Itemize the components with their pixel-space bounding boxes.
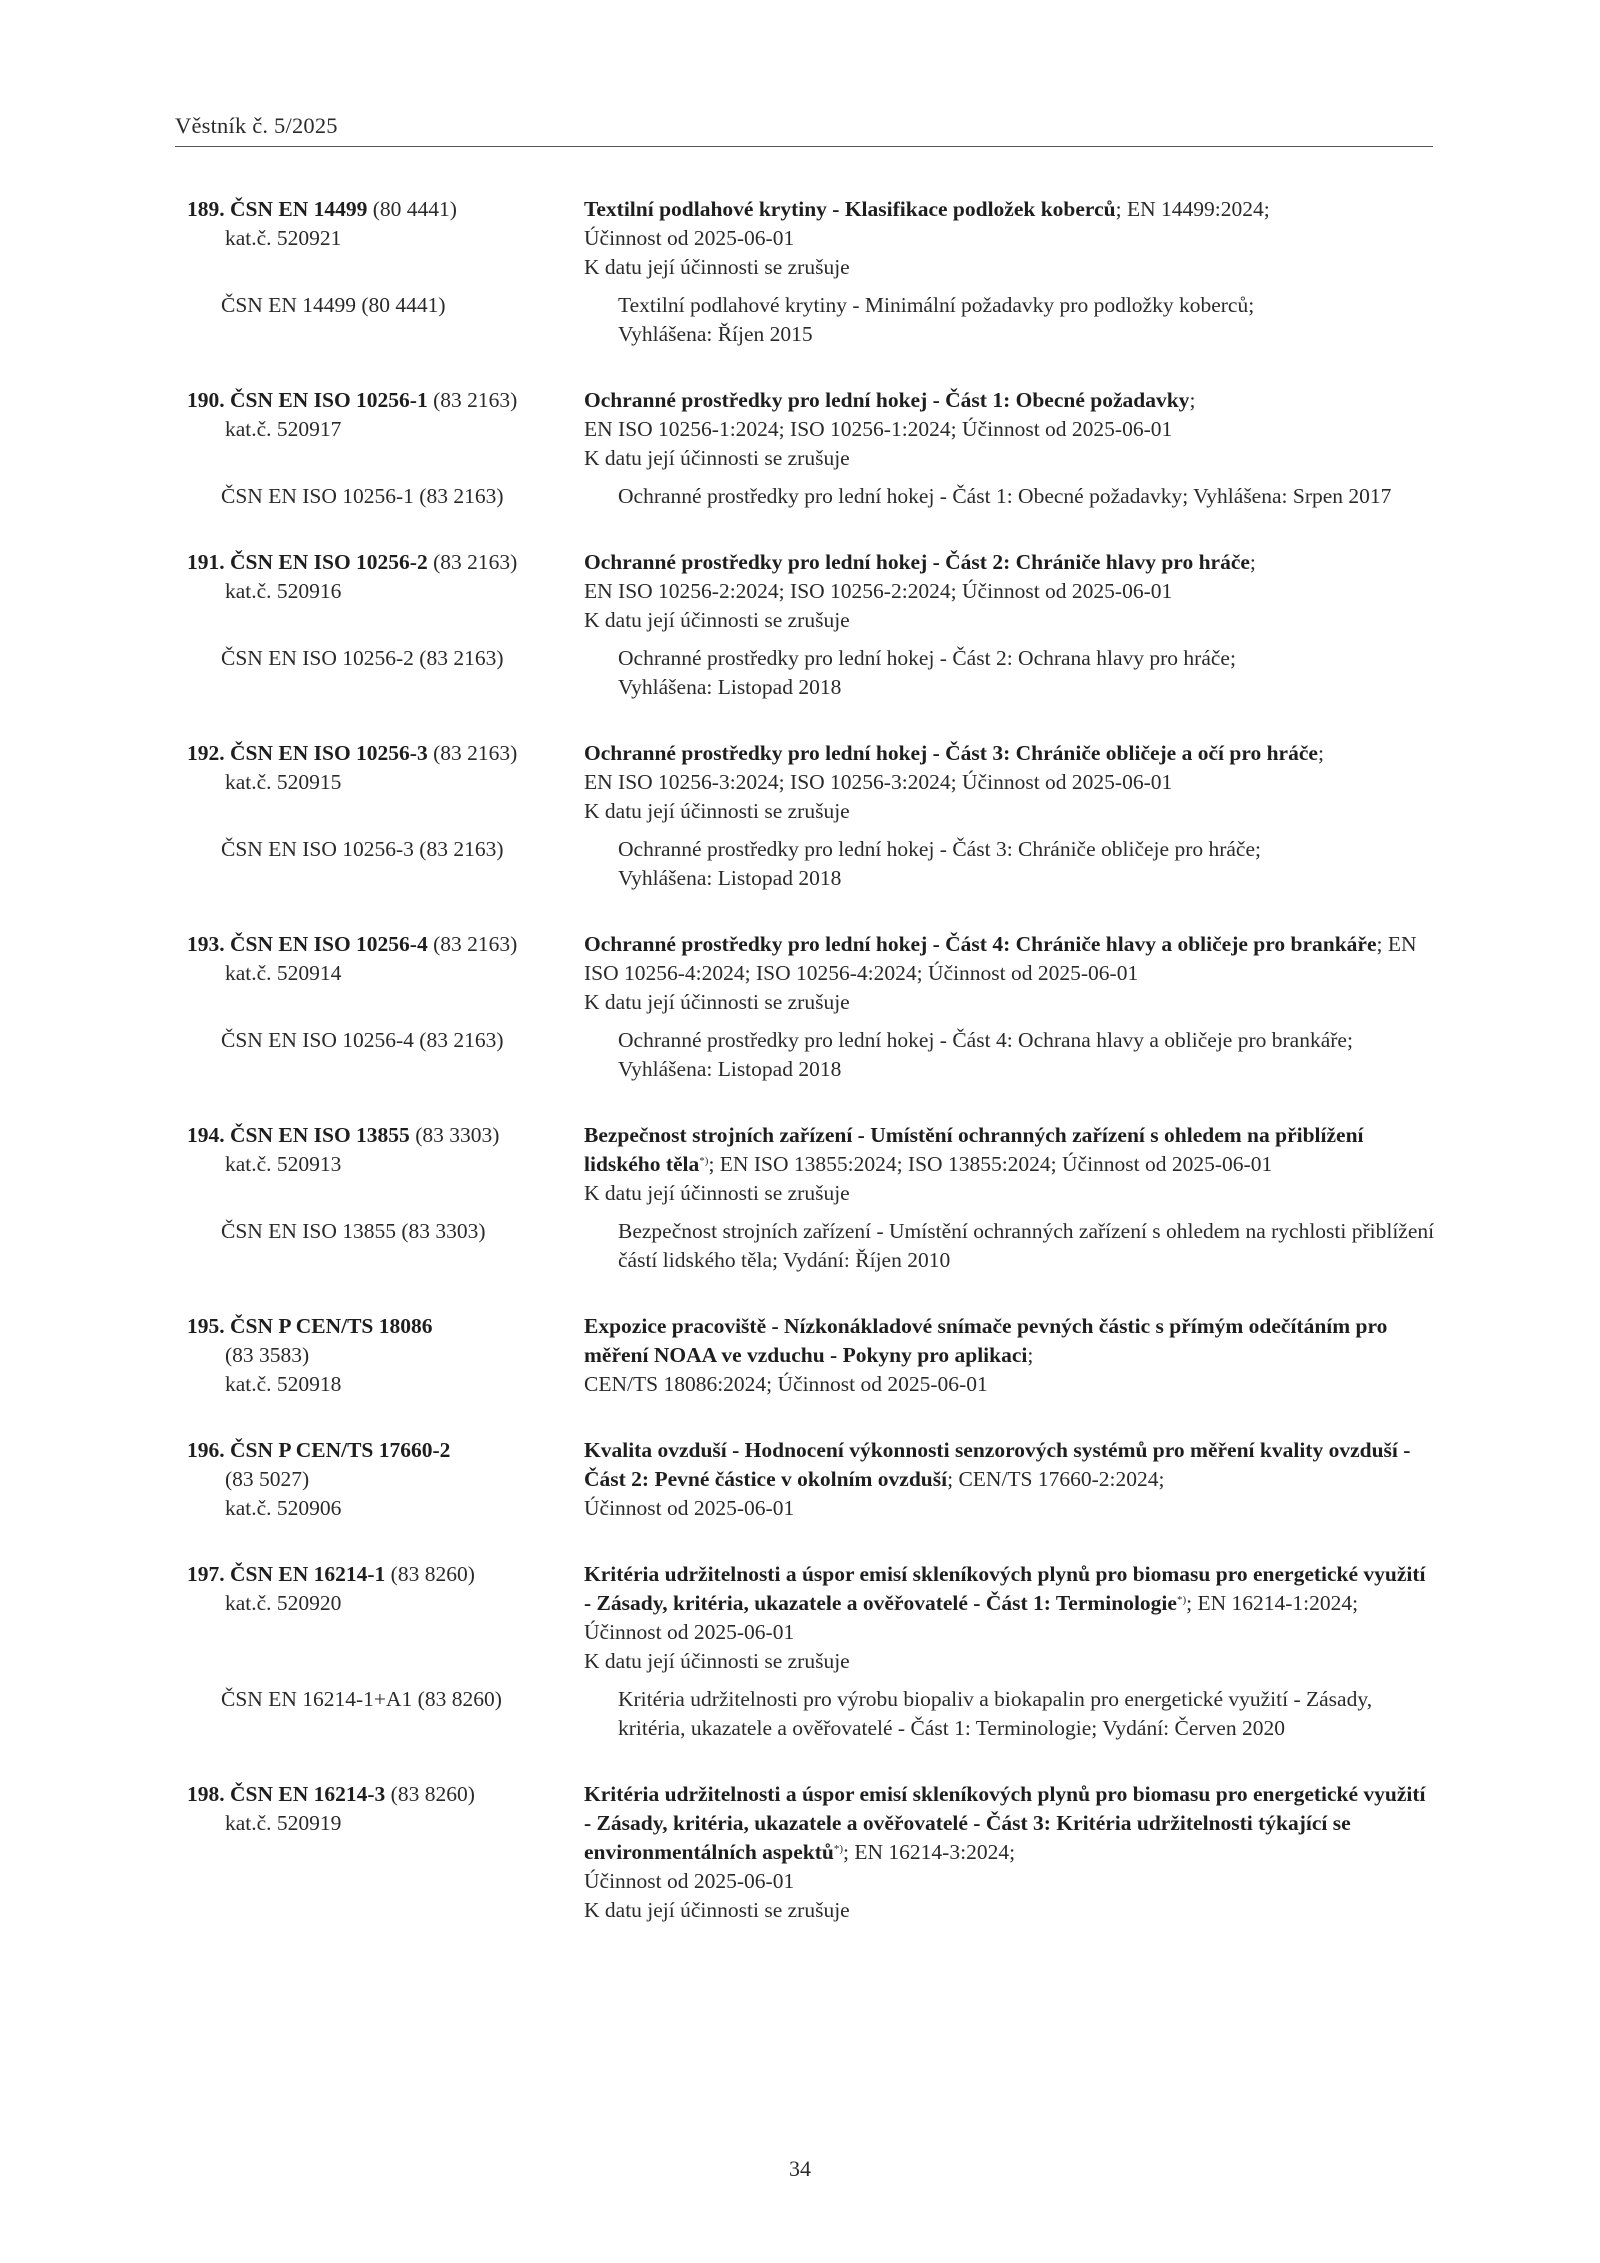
standard-title: Kritéria udržitelnosti a úspor emisí skleníkových plynů pro biomasu pro energetické využití - Zásady, kritéria, ukazatele a ověřovatelé - Část 1: Terminologie: [584, 1562, 1426, 1615]
standard-entry-195: [187, 1312, 1437, 1399]
replaced-standard-code: ČSN EN 16214-1+A1 (83 8260): [221, 1687, 502, 1711]
classification-code: (83 2163): [433, 932, 518, 956]
entry-number: 196.: [187, 1438, 225, 1462]
replaced-standard-code: ČSN EN 14499 (80 4441): [221, 293, 446, 317]
standard-entry-198: [187, 1780, 1437, 1925]
catalog-number: kat.č. 520920: [225, 1591, 342, 1615]
classification-code: (83 3303): [415, 1123, 500, 1147]
standard-detail: ; EN 14499:2024;: [1115, 197, 1270, 221]
catalog-number: kat.č. 520919: [225, 1811, 342, 1835]
replaced-standard-title: Textilní podlahové krytiny - Minimální požadavky pro podložky koberců;: [618, 293, 1255, 317]
replaced-standard-code: ČSN EN ISO 10256-3 (83 2163): [221, 837, 504, 861]
catalog-number: kat.č. 520917: [225, 417, 342, 441]
standard-detail: ;: [1317, 741, 1324, 765]
standard-entry-197: [187, 1560, 1437, 1743]
replaced-standard-code: ČSN EN ISO 13855 (83 3303): [221, 1219, 486, 1243]
standard-title: Ochranné prostředky pro lední hokej - Část 4: Chrániče hlavy a obličeje pro brankáře: [584, 932, 1377, 956]
replaced-standard-code: ČSN EN ISO 10256-2 (83 2163): [221, 646, 504, 670]
standard-code: ČSN EN ISO 10256-4: [230, 932, 428, 956]
cancels-note: K datu její účinnosti se zrušuje: [584, 1898, 850, 1922]
page-header: Věstník č. 5/2025: [175, 113, 338, 138]
standard-detail: ; EN ISO 10256-4:2024; ISO 10256-4:2024; Účinnost od 2025-06-01: [584, 932, 1417, 985]
replaced-standard-code: ČSN EN ISO 10256-4 (83 2163): [221, 1028, 504, 1052]
classification-code: (83 2163): [433, 741, 518, 765]
classification-code: (83 8260): [390, 1562, 475, 1586]
entry-number: 198.: [187, 1782, 225, 1806]
entry-number: 190.: [187, 388, 225, 412]
entry-number: 191.: [187, 550, 225, 574]
effective-date: CEN/TS 18086:2024; Účinnost od 2025-06-01: [584, 1372, 988, 1396]
entry-number: 192.: [187, 741, 225, 765]
classification-code: (83 3583): [225, 1343, 310, 1367]
catalog-number: kat.č. 520915: [225, 770, 342, 794]
header-rule: [175, 146, 1433, 147]
footnote-mark: *): [699, 1155, 709, 1167]
standard-detail: ;: [1249, 550, 1256, 574]
standard-entry-190: [187, 386, 1437, 511]
standard-entry-196: [187, 1436, 1437, 1523]
cancels-note: K datu její účinnosti se zrušuje: [584, 1181, 850, 1205]
effective-date: EN ISO 10256-2:2024; ISO 10256-2:2024; Účinnost od 2025-06-01: [584, 579, 1173, 603]
effective-date: Účinnost od 2025-06-01: [584, 1869, 795, 1893]
standard-title: Kvalita ovzduší - Hodnocení výkonnosti senzorových systémů pro měření kvality ovzduší - Část 2: Pevné částice v okolním ovzduší: [584, 1438, 1411, 1491]
standard-code: ČSN P CEN/TS 17660-2: [230, 1438, 451, 1462]
footnote-mark: *): [833, 1843, 844, 1855]
standard-title: Expozice pracoviště - Nízkonákladové snímače pevných částic s přímým odečítáním pro měření NOAA ve vzduchu - Pokyny pro aplikaci: [584, 1314, 1388, 1367]
standard-entry-193: [187, 930, 1437, 1084]
catalog-number: kat.č. 520921: [225, 226, 342, 250]
classification-code: (83 5027): [225, 1467, 310, 1491]
standard-code: ČSN EN ISO 10256-3: [230, 741, 428, 765]
replaced-standard-title: Ochranné prostředky pro lední hokej - Část 2: Ochrana hlavy pro hráče;: [618, 646, 1236, 670]
entry-number: 193.: [187, 932, 225, 956]
classification-code: (83 2163): [433, 388, 518, 412]
replaced-standard-announced: Vyhlášena: Listopad 2018: [618, 866, 842, 890]
replaced-standard-code: ČSN EN ISO 10256-1 (83 2163): [221, 484, 504, 508]
replaced-standard-title: Bezpečnost strojních zařízení - Umístění ochranných zařízení s ohledem na rychlosti přiblížení částí lidského těla; Vydání: Říjen 2010: [618, 1219, 1435, 1272]
entry-number: 195.: [187, 1314, 225, 1338]
cancels-note: K datu její účinnosti se zrušuje: [584, 446, 850, 470]
effective-date: Účinnost od 2025-06-01: [584, 226, 795, 250]
standard-title: Ochranné prostředky pro lední hokej - Část 2: Chrániče hlavy pro hráče: [584, 550, 1250, 574]
cancels-note: K datu její účinnosti se zrušuje: [584, 255, 850, 279]
cancels-note: K datu její účinnosti se zrušuje: [584, 608, 850, 632]
cancels-note: K datu její účinnosti se zrušuje: [584, 1649, 850, 1673]
standard-detail: ; CEN/TS 17660-2:2024;: [947, 1467, 1165, 1491]
replaced-standard-announced: Vyhlášena: Listopad 2018: [618, 1057, 842, 1081]
effective-date: EN ISO 10256-1:2024; ISO 10256-1:2024; Účinnost od 2025-06-01: [584, 417, 1173, 441]
classification-code: (83 2163): [433, 550, 518, 574]
standard-entry-192: [187, 739, 1437, 893]
catalog-number: kat.č. 520913: [225, 1152, 342, 1176]
catalog-number: kat.č. 520918: [225, 1372, 342, 1396]
standard-title: Ochranné prostředky pro lední hokej - Část 3: Chrániče obličeje a očí pro hráče: [584, 741, 1318, 765]
standard-entry-189: [187, 195, 1437, 349]
effective-date: EN ISO 10256-3:2024; ISO 10256-3:2024; Účinnost od 2025-06-01: [584, 770, 1173, 794]
replaced-standard-title: Ochranné prostředky pro lední hokej - Část 4: Ochrana hlavy a obličeje pro brankáře;: [618, 1028, 1353, 1052]
entry-number: 194.: [187, 1123, 225, 1147]
standard-title: Textilní podlahové krytiny - Klasifikace podložek koberců: [584, 197, 1116, 221]
replaced-standard-title: Kritéria udržitelnosti pro výrobu biopaliv a biokapalin pro energetické využití - Zásady, kritéria, ukazatele a ověřovatelé - Část 1: Terminologie; Vydání: Červen 2020: [618, 1687, 1373, 1740]
standard-detail: ; EN ISO 13855:2024; ISO 13855:2024; Účinnost od 2025-06-01: [708, 1152, 1273, 1176]
standard-detail: ;: [1027, 1343, 1034, 1367]
catalog-number: kat.č. 520906: [225, 1496, 342, 1520]
replaced-standard-title: Ochranné prostředky pro lední hokej - Část 1: Obecné požadavky; Vyhlášena: Srpen 2017: [618, 484, 1392, 508]
catalog-number: kat.č. 520914: [225, 961, 342, 985]
cancels-note: K datu její účinnosti se zrušuje: [584, 990, 850, 1014]
page-number: 34: [789, 2156, 811, 2181]
standard-detail: ;: [1189, 388, 1196, 412]
standard-entry-191: [187, 548, 1437, 702]
standards-list: [187, 195, 1437, 1962]
classification-code: (80 4441): [372, 197, 457, 221]
entry-number: 197.: [187, 1562, 225, 1586]
standard-title: Ochranné prostředky pro lední hokej - Část 1: Obecné požadavky: [584, 388, 1190, 412]
cancels-note: K datu její účinnosti se zrušuje: [584, 799, 850, 823]
standard-detail: ; EN 16214-3:2024;: [843, 1840, 1016, 1864]
standard-title: Kritéria udržitelnosti a úspor emisí skleníkových plynů pro biomasu pro energetické využití - Zásady, kritéria, ukazatele a ověřovatelé - Část 3: Kritéria udržitelnosti týkající se environmentálních aspektů: [584, 1782, 1426, 1864]
replaced-standard-announced: Vyhlášena: Listopad 2018: [618, 675, 842, 699]
standard-code: ČSN EN ISO 10256-2: [230, 550, 428, 574]
catalog-number: kat.č. 520916: [225, 579, 342, 603]
standard-code: ČSN EN ISO 10256-1: [230, 388, 428, 412]
replaced-standard-title: Ochranné prostředky pro lední hokej - Část 3: Chrániče obličeje pro hráče;: [618, 837, 1261, 861]
standard-title: Bezpečnost strojních zařízení - Umístění ochranných zařízení s ohledem na přiblížení lidského těla: [584, 1123, 1364, 1176]
entry-number: 189.: [187, 197, 225, 221]
effective-date: Účinnost od 2025-06-01: [584, 1496, 795, 1520]
standard-code: ČSN EN ISO 13855: [230, 1123, 410, 1147]
standard-code: ČSN EN 14499: [230, 197, 368, 221]
standard-code: ČSN EN 16214-1: [230, 1562, 386, 1586]
replaced-standard-announced: Vyhlášena: Říjen 2015: [618, 322, 813, 346]
classification-code: (83 8260): [390, 1782, 475, 1806]
footnote-mark: *): [1176, 1594, 1187, 1606]
standard-detail: ; EN 16214-1:2024; Účinnost od 2025-06-01: [584, 1591, 1359, 1644]
standard-entry-194: [187, 1121, 1437, 1275]
standard-code: ČSN P CEN/TS 18086: [230, 1314, 433, 1338]
standard-code: ČSN EN 16214-3: [230, 1782, 386, 1806]
